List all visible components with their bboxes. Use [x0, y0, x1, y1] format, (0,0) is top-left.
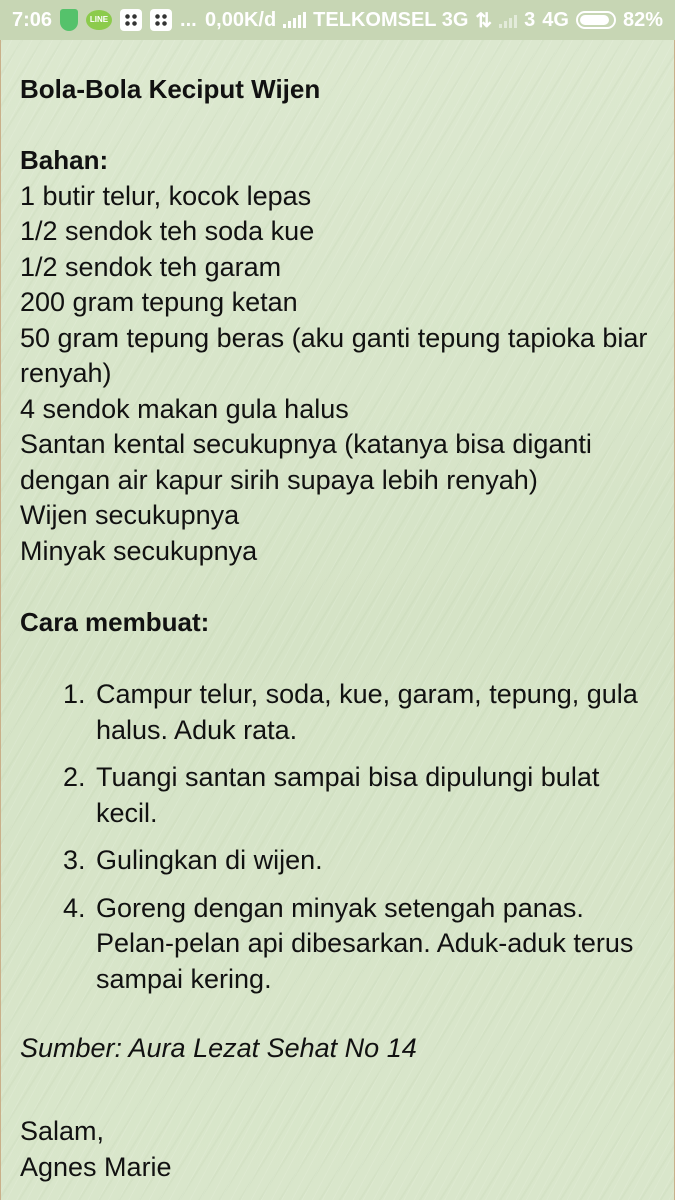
- bbm-icon: [120, 9, 142, 31]
- steps-list: [20, 677, 660, 997]
- recipe-text: [20, 72, 660, 1185]
- sim2-network: 4G: [542, 8, 569, 31]
- step-item: [63, 891, 660, 998]
- author-name: Agnes Marie: [20, 1151, 172, 1182]
- bbm-icon: [150, 9, 172, 31]
- step-number: 2.: [63, 762, 86, 792]
- closing-greeting: Salam,: [20, 1116, 105, 1146]
- steps-heading: Cara membuat:: [20, 606, 210, 637]
- recipe-page: [0, 40, 675, 1200]
- step-number: 4.: [63, 892, 86, 923]
- more-notifications: ...: [180, 8, 197, 31]
- step-text: Gulingkan di wijen.: [96, 845, 323, 875]
- status-bar-right: [205, 8, 663, 33]
- step-item: [63, 760, 660, 831]
- sim2-label: 3: [524, 8, 536, 31]
- ingredient-item: Santan kental secukupnya (katanya bisa diganti dengan air kapur sirih supaya lebih renyah): [20, 429, 592, 495]
- step-text: Tuangi santan sampai bisa dipulungi bulat kecil.: [96, 762, 600, 828]
- ingredient-item: 200 gram tepung ketan: [20, 287, 298, 317]
- ingredient-item: Wijen secukupnya: [20, 500, 240, 530]
- ingredient-item: 1 butir telur, kocok lepas: [20, 180, 312, 211]
- battery-icon: [576, 11, 616, 29]
- step-item: [63, 677, 660, 748]
- ingredients-heading: Bahan:: [20, 145, 109, 175]
- status-bar: [0, 0, 675, 40]
- battery-percent: 82%: [622, 8, 663, 31]
- ingredient-item: 50 gram tepung beras (aku ganti tepung tapioka biar renyah): [20, 322, 648, 388]
- shield-icon: [60, 9, 78, 31]
- ingredient-item: Minyak secukupnya: [20, 535, 258, 566]
- carrier-name: TELKOMSEL 3G: [313, 8, 469, 31]
- data-arrows-icon: ⇅: [475, 9, 493, 32]
- status-bar-left: [12, 9, 197, 32]
- network-speed: 0,00K/d: [205, 8, 277, 31]
- ingredient-item: 1/2 sendok teh soda kue: [20, 216, 315, 246]
- signal-icon: [283, 12, 306, 28]
- step-text: Goreng dengan minyak setengah panas. Pelan-pelan api dibesarkan. Aduk-aduk terus sampai kering.: [96, 892, 634, 994]
- recipe-title: Bola-Bola Keciput Wijen: [20, 74, 321, 104]
- recipe-source: Sumber: Aura Lezat Sehat No 14: [20, 1033, 417, 1063]
- status-time: 7:06: [12, 8, 53, 31]
- line-app-icon: LINE: [86, 10, 112, 30]
- step-number: 1.: [63, 679, 86, 709]
- step-item: [63, 843, 660, 879]
- step-text: Campur telur, soda, kue, garam, tepung, gula halus. Aduk rata.: [96, 679, 638, 745]
- ingredient-item: 1/2 sendok teh garam: [20, 251, 282, 282]
- step-number: 3.: [63, 845, 86, 875]
- signal-icon: [499, 12, 517, 28]
- ingredient-item: 4 sendok makan gula halus: [20, 393, 349, 424]
